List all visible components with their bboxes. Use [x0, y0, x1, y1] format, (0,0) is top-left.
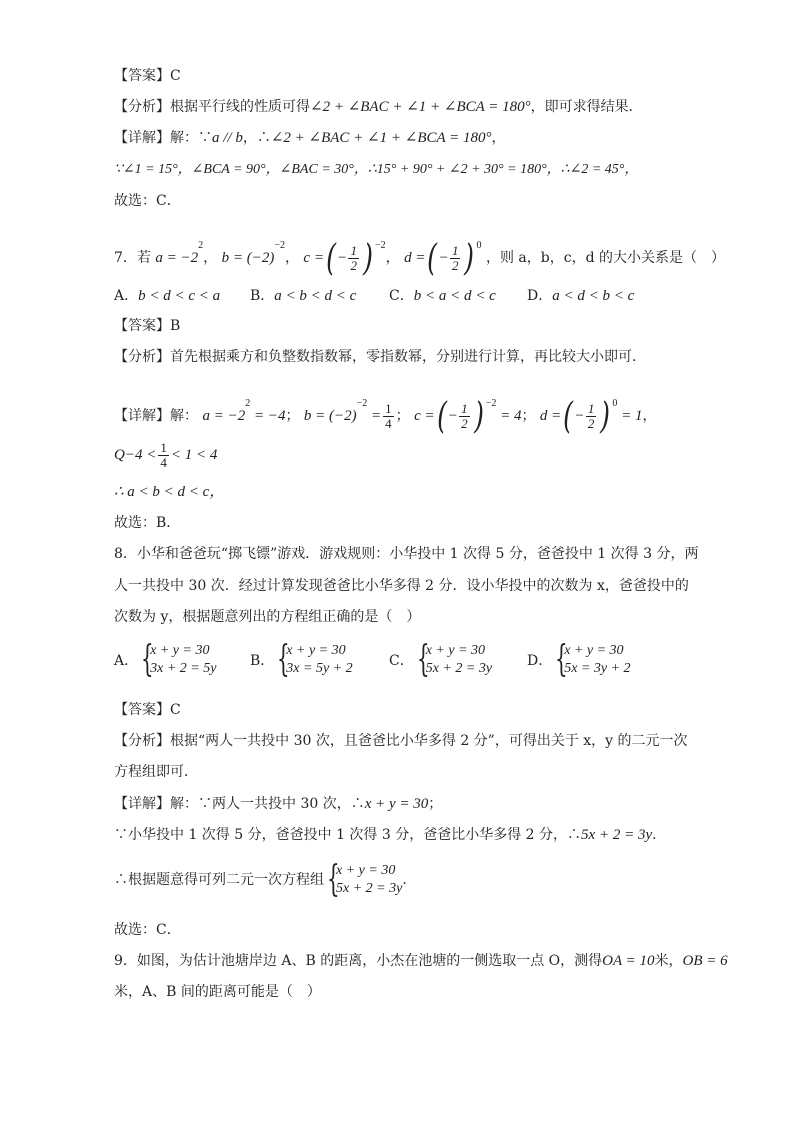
q9-stem-line2: 米，A、B 间的距离可能是（ ）	[114, 984, 321, 1000]
q8-detail-line3	[114, 860, 416, 900]
score-equation: 5x + 2 = 3y	[581, 827, 653, 843]
separator: ；	[521, 408, 536, 424]
oa-length: OA = 10	[602, 953, 655, 969]
option-d[interactable]: D． { x + y = 30 5x = 3y + 2	[527, 639, 631, 680]
option-c[interactable]: C． { x + y = 30 5x + 2 = 3y	[389, 639, 493, 680]
q6-conclusion: 故选：C．	[114, 193, 181, 209]
q8-detail-line1	[114, 794, 442, 814]
analysis-label: 【分析】	[114, 99, 170, 115]
q8-detail-line2	[114, 825, 666, 845]
option-c[interactable]: C．b < a < d < c	[389, 288, 496, 304]
q9-text: 9．如图，为估计池塘岸边 A、B 的距离，小杰在池塘的一侧选取一点 O，测得	[114, 953, 603, 969]
detail-text: ．	[652, 827, 667, 843]
detail-text: ，∴	[242, 130, 271, 146]
q7-stem	[114, 224, 725, 280]
detail-label: 【详解】	[114, 796, 170, 812]
ob-length: OB = 6	[682, 953, 728, 969]
analysis-label: 【分析】	[114, 733, 170, 749]
q8-stem-line1: 8．小华和爸爸玩“掷飞镖”游戏．游戏规则：小华投中 1 次得 5 分，爸爸投中 1 次得 3 分，两	[114, 546, 699, 562]
option-d[interactable]: D．a < d < b < c	[527, 288, 635, 304]
option-a[interactable]: A．b < d < c < a	[114, 288, 221, 304]
q6-detail-line1	[114, 128, 506, 148]
detail-text: ，	[491, 130, 506, 146]
separator: ；	[395, 408, 410, 424]
analysis-label: 【分析】	[114, 349, 170, 365]
question-number: 7．若	[114, 250, 151, 266]
separator: ；	[285, 408, 300, 424]
parallel-formula: a // b	[212, 130, 243, 146]
analysis-text-end: ，即可求得结果．	[530, 99, 643, 115]
q9-text: 米，	[654, 953, 683, 969]
separator: ，	[203, 250, 218, 266]
analysis-text: 首先根据乘方和负整数指数幂，零指数幂，分别进行计算，再比较大小即可．	[170, 349, 646, 365]
detail-label: 【详解】	[114, 130, 170, 146]
q8-analysis-line1	[114, 731, 688, 751]
angle-sum-formula: ∠2 + ∠BAC + ∠1 + ∠BCA = 180°	[270, 130, 492, 146]
detail-text: 解：	[170, 408, 198, 424]
separator: ，	[642, 408, 657, 424]
q6-answer: 【答案】C	[114, 68, 181, 84]
a-value: $a = -2^2 = -4$	[202, 398, 286, 424]
q8-conclusion: 故选：C．	[114, 922, 181, 938]
d-definition: d =( − $\frac{1}{2}$ ) $^0$	[404, 237, 482, 279]
equation-system: { x + y = 30 5x + 2 = 3y	[327, 859, 403, 900]
q7-inequality: Q−4 < $\frac{1}{4}$ < 1 < 4	[114, 440, 218, 471]
d-value: d =( − $\frac{1}{2}$ ) $^0$ = 1	[539, 395, 643, 437]
q7-conclusion: 故选：B．	[114, 515, 181, 531]
q8-stem-line3: 次数为 y，根据题意列出的方程组正确的是（ ）	[114, 609, 421, 625]
q8-stem-line2: 人一共投中 30 次．经过计算发现爸爸比小华多得 2 分．设小华投中的次数为 x，爸爸投中的	[114, 578, 689, 594]
q6-analysis	[114, 97, 643, 117]
option-b[interactable]: B． { x + y = 30 3x = 5y + 2	[250, 639, 353, 680]
detail-label: 【详解】	[114, 408, 170, 424]
detail-text: 解：∵两人一共投中 30 次，∴	[170, 796, 365, 812]
q7-analysis	[114, 347, 646, 367]
option-b[interactable]: B．a < b < d < c	[250, 288, 357, 304]
detail-text: 解：∵	[170, 130, 212, 146]
analysis-text: 根据平行线的性质可得	[170, 99, 310, 115]
q7-answer: 【答案】B	[114, 318, 181, 334]
c-definition: c =( − $\frac{1}{2}$ ) $^{-2}$	[303, 237, 386, 279]
q7-therefore: ∴ a < b < d < c，	[114, 484, 225, 500]
q8-answer: 【答案】C	[114, 702, 181, 718]
detail-text: ．	[402, 872, 417, 888]
q6-detail-line2: ∵∠1 = 15°，∠BCA = 90°，∠BAC = 30°，∴15° + 90° + ∠2 + 30° = 180°，∴∠2 = 45°，	[114, 162, 639, 177]
question-tail: ，则 a，b，c，d 的大小关系是（ ）	[485, 250, 725, 266]
separator: ，	[385, 250, 400, 266]
detail-text: ；	[428, 796, 443, 812]
detail-text: ∵小华投中 1 次得 5 分，爸爸投中 1 次得 3 分，爸爸比小华多得 2 分，∴	[114, 827, 582, 843]
c-value: c =( − $\frac{1}{2}$ ) $^{-2}$ = 4	[414, 395, 522, 437]
sum-equation: x + y = 30	[364, 796, 429, 812]
q8-analysis-line2: 方程组即可．	[114, 764, 198, 780]
q7-detail	[114, 382, 656, 438]
angle-sum-formula: ∠2 + ∠BAC + ∠1 + ∠BCA = 180°	[310, 99, 531, 115]
q9-stem-line1	[114, 951, 728, 971]
option-a[interactable]: A． { x + y = 30 3x + 2 = 5y	[114, 639, 217, 680]
separator: ，	[284, 250, 299, 266]
a-definition: $a = -2^2$	[155, 240, 204, 266]
detail-text: ∴根据题意得可列二元一次方程组	[114, 872, 324, 888]
b-value: $b = (-2)^{-2}$ = $\frac{1}{4}$	[303, 398, 392, 432]
b-definition: $b = (-2)^{-2}$	[221, 240, 285, 266]
analysis-text: 根据“两人一共投中 30 次，且爸爸比小华多得 2 分”，可得出关于 x，y 的二元一次	[170, 733, 688, 749]
